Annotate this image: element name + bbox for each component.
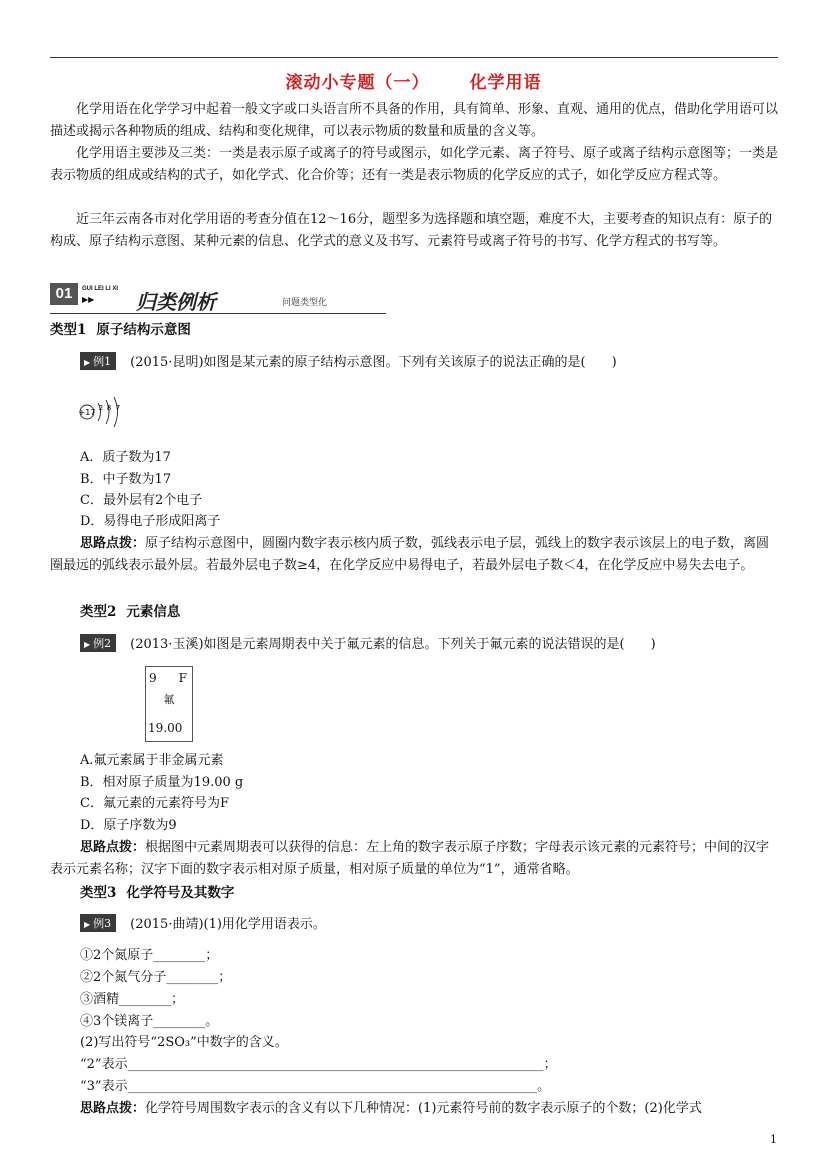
- example3-q2-line-1: “2”表示________________________________________________________________；: [80, 1057, 557, 1072]
- example3-question: [80, 913, 326, 932]
- example2-option-b: B．相对原子质量为19.00 g: [80, 775, 244, 790]
- hint-label-1: 思路点拨：: [80, 536, 146, 551]
- example3-item-4: ④3个镁离子________。: [80, 1014, 219, 1029]
- title-part2: 化学用语: [469, 73, 542, 93]
- example1-hint: [50, 533, 778, 577]
- example3-item-1: ①2个氮原子________；: [80, 948, 219, 963]
- example3-hint: [80, 1098, 778, 1120]
- example2-option-c: C．氟元素的元素符号为F: [80, 796, 229, 811]
- hint-label-2: 思路点拨：: [80, 840, 146, 855]
- element-card-fluorine: [145, 666, 193, 742]
- example2-option-d: D．原子序数为9: [80, 818, 177, 833]
- example3-tag: ▶ 例3: [80, 914, 116, 932]
- type1-name: 原子结构示意图: [96, 322, 191, 338]
- section-banner: [50, 283, 386, 314]
- page-title: [0, 68, 827, 93]
- banner-pinyin: GUI LEI LI XI: [82, 286, 119, 292]
- example3-item-2: ②2个氮气分子________；: [80, 970, 232, 985]
- intro-paragraph-2: 化学用语主要涉及三类：一类是表示原子或离子的符号或图示，如化学元素、离子符号、原子或离子结构示意图等；一类是表示物质的组成或结构的式子，如化学式、化合价等；还有一类是表示物质的化学反应的式子，如化学反应方程式等。: [50, 146, 779, 183]
- example3-text: (2015·曲靖)(1)用化学用语表示。: [130, 917, 326, 932]
- example2-question: [80, 633, 656, 652]
- atom-structure-diagram: [76, 393, 136, 439]
- type1-heading: [50, 318, 191, 338]
- shell-arc-3: [114, 397, 121, 427]
- example1-text: (2015·昆明)如图是某元素的原子结构示意图。下列有关该原子的说法正确的是( ): [130, 355, 617, 370]
- element-name: 氟: [163, 693, 175, 706]
- example1-option-d: D．易得电子形成阳离子: [80, 514, 221, 529]
- example3-q2: (2)写出符号“2SO₃”中数字的含义。: [80, 1035, 288, 1050]
- example1-option-b: B．中子数为17: [80, 472, 172, 487]
- type2-heading: [80, 600, 180, 620]
- shell-label-2: 8: [106, 404, 112, 412]
- type3-name: 化学符号及其数字: [126, 885, 235, 901]
- intro-paragraph-1: 化学用语在化学学习中起着一般文字或口头语言所不具备的作用，具有简单、形象、直观、通用的优点，借助化学用语可以描述或揭示各种物质的组成、结构和变化规律，可以表示物质的数量和质量的含义等。: [50, 102, 779, 139]
- hint-label-3: 思路点拨：: [80, 1101, 146, 1116]
- example3-item-3: ③酒精________；: [80, 992, 185, 1007]
- banner-number: 01: [50, 283, 78, 305]
- header-rule: [50, 57, 778, 58]
- shell-label-1: 2: [98, 404, 104, 412]
- example1-option-c: C．最外层有2个电子: [80, 493, 203, 508]
- intro-paragraph-3: 近三年云南各市对化学用语的考查分值在12～16分，题型多为选择题和填空题，难度不大，主要考查的知识点有：原子的构成、原子结构示意图、某种元素的信息、化学式的意义及书写、元素符号或离子符号的书写、化学方程式的书写等。: [50, 212, 773, 249]
- element-mass: 19.00: [148, 721, 183, 735]
- example2-tag: ▶ 例2: [80, 634, 116, 652]
- type3-heading: [80, 881, 234, 901]
- banner-arrows-icon: ▶▶: [82, 295, 95, 304]
- example2-hint-text: 根据图中元素周期表可以获得的信息：左上角的数字表示原子序数；字母表示该元素的元素符号；中间的汉字表示元素名称；汉字下面的数字表示相对原子质量，相对原子质量的单位为“1”，通常省略。: [50, 840, 770, 877]
- example2-hint: [50, 837, 778, 881]
- shell-label-3: 7: [115, 404, 121, 412]
- example2-option-a: A.氟元素属于非金属元素: [80, 753, 224, 768]
- example1-tag: ▶ 例1: [80, 352, 116, 370]
- example1-option-a: A．质子数为17: [80, 450, 171, 465]
- example2-text: (2013·玉溪)如图是元素周期表中关于氟元素的信息。下列关于氟元素的说法错误的是( ): [130, 637, 656, 652]
- banner-title: 归类例析: [136, 292, 216, 314]
- example3-hint-text: 化学符号周围数字表示的含义有以下几种情况：(1)元素符号前的数字表示原子的个数；(2)化学式: [145, 1101, 702, 1116]
- example3-q2-line-2: “3”表示_______________________________________________________________。: [80, 1079, 551, 1094]
- type2-label: 类型2: [80, 604, 117, 620]
- element-symbol: F: [178, 671, 187, 685]
- example1-question: [80, 351, 617, 370]
- type2-name: 元素信息: [126, 604, 181, 620]
- page-number: 1: [770, 1133, 777, 1146]
- title-part1: 滚动小专题（一）: [285, 73, 430, 93]
- element-number: 9: [149, 671, 157, 685]
- type3-label: 类型3: [80, 885, 117, 901]
- banner-subtitle: 问题类型化: [282, 298, 328, 308]
- nucleus-label: +17: [78, 408, 96, 417]
- type1-label: 类型1: [50, 322, 87, 338]
- example1-hint-text: 原子结构示意图中，圆圈内数字表示核内质子数，弧线表示电子层，弧线上的数字表示该层上的电子数，离圆圈最远的弧线表示最外层。若最外层电子数≥4，在化学反应中易得电子，若最外层电子数＜4，在化学反应中易失去电子。: [50, 536, 770, 573]
